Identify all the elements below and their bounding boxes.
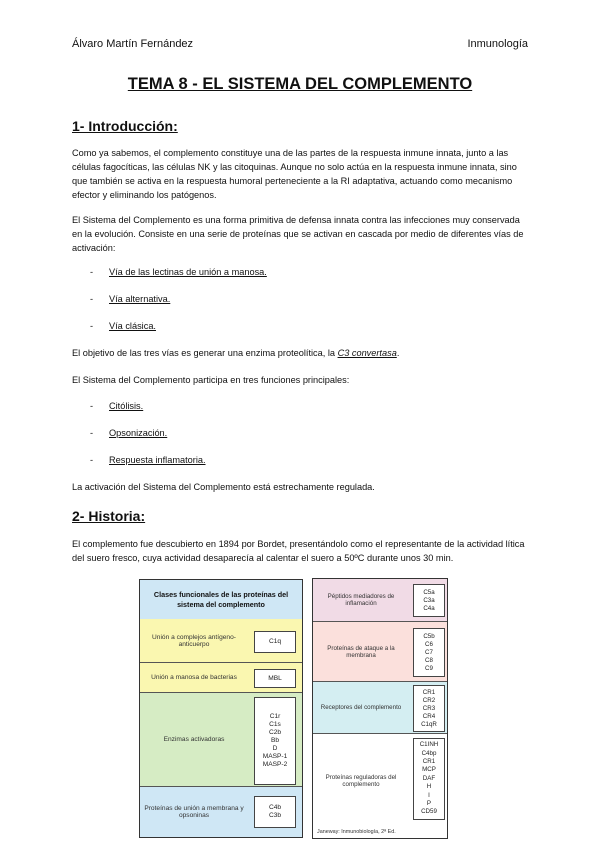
- paragraph-history: El complemento fue descubierto en 1894 por Bordet, presentándolo como el representante de la actividad lítica del suero fresco, cuya actividad desaparecía al calentar el suero a 50ºC durante unos 30 min.: [72, 539, 525, 563]
- figure-row-label: Enzimas activadoras: [163, 736, 225, 743]
- figure-row: [140, 693, 302, 787]
- figure-row: [313, 734, 447, 838]
- bullet-dash: -: [90, 401, 94, 411]
- figure-row-label: Unión a complejos antígeno-anticuerpo: [152, 633, 236, 648]
- figure-row-proteins: MBL: [254, 669, 296, 688]
- header-author: Álvaro Martín Fernández: [72, 38, 194, 50]
- figure-row-proteins: CR1 CR2 CR3 CR4 C1qR: [413, 685, 445, 732]
- function-inflammation: Respuesta inflamatoria.: [109, 455, 206, 465]
- function-cytolysis: Citólisis.: [109, 401, 144, 411]
- figure-row-label: Unión a manosa de bacterias: [151, 674, 237, 681]
- figure-row-proteins: C5b C6 C7 C8 C9: [413, 628, 445, 677]
- figure-row: [313, 622, 447, 682]
- pathway-classic: Vía clásica.: [109, 321, 156, 331]
- figure-row: [313, 682, 447, 734]
- complement-classes-figure-right: [312, 578, 448, 839]
- objective-text: El objetivo de las tres vías es generar una enzima proteolítica, la: [72, 348, 338, 358]
- figure-row-proteins: C4b C3b: [254, 796, 296, 828]
- figure-row-label: Proteínas de ataque a la membrana: [327, 644, 395, 659]
- function-opsonization: Opsonización.: [109, 428, 168, 438]
- figure-title: Clases funcionales de las proteínas del sistema del complemento: [140, 580, 302, 620]
- bullet-dash: -: [90, 294, 94, 304]
- section-heading-intro: 1- Introducción:: [72, 118, 178, 134]
- bullet-dash: -: [90, 428, 94, 438]
- figure-row: [140, 663, 302, 693]
- figure-row-proteins: C1q: [254, 631, 296, 653]
- paragraph-functions: El Sistema del Complemento participa en tres funciones principales:: [72, 375, 350, 385]
- pathway-alternative: Vía alternativa.: [109, 294, 171, 304]
- c3-convertase-term: C3 convertasa: [337, 348, 397, 358]
- paragraph-intro: Como ya sabemos, el complemento constituye una de las partes de la respuesta inmune innata, junto a las células fagocíticas, las células NK y las citoquinas. Aunque no solo actúa en la respuesta inmune innata, sino que también se activa en la respuesta humoral perteneciente a la RI adaptativa, actuando como mecanismo efector y eliminando los patógenos.: [72, 148, 517, 200]
- figure-row-label: Péptidos mediadores de inflamación: [327, 593, 395, 607]
- figure-credit: Janeway: Inmunobiología, 2ª Ed.: [317, 829, 396, 835]
- figure-row-label: Proteínas reguladoras del complemento: [325, 774, 397, 788]
- figure-row-label: Receptores del complemento: [320, 704, 402, 711]
- bullet-dash: -: [90, 455, 94, 465]
- figure-row-proteins: C1r C1s C2b Bb D MASP-1 MASP-2: [254, 697, 296, 785]
- figure-row: [313, 579, 447, 622]
- complement-classes-figure-left: [139, 579, 303, 838]
- bullet-dash: -: [90, 321, 94, 331]
- figure-row: [140, 619, 302, 663]
- figure-row-proteins: C5a C3a C4a: [413, 584, 445, 617]
- bullet-dash: -: [90, 267, 94, 277]
- paragraph-objective: [72, 346, 528, 360]
- paragraph-system: El Sistema del Complemento es una forma primitiva de defensa innata contra las infecciones muy conservada en la evolución. Consiste en una serie de proteínas que se activan en cascada por medio de diferentes vías de activación:: [72, 215, 524, 253]
- figure-row-proteins: C1INH C4bp CR1 MCP DAF H I P CD59: [413, 738, 445, 820]
- figure-row-label: Proteínas de unión a membrana y opsoninas: [144, 805, 244, 819]
- pathway-lectin: Vía de las lectinas de unión a manosa.: [109, 267, 267, 277]
- header-subject: Inmunología: [467, 38, 528, 50]
- section-heading-history: 2- Historia:: [72, 508, 146, 524]
- figure-row: [140, 787, 302, 837]
- page-title: TEMA 8 - EL SISTEMA DEL COMPLEMENTO: [127, 75, 473, 93]
- paragraph-regulation: La activación del Sistema del Complemento está estrechamente regulada.: [72, 482, 375, 492]
- objective-end: .: [396, 348, 400, 358]
